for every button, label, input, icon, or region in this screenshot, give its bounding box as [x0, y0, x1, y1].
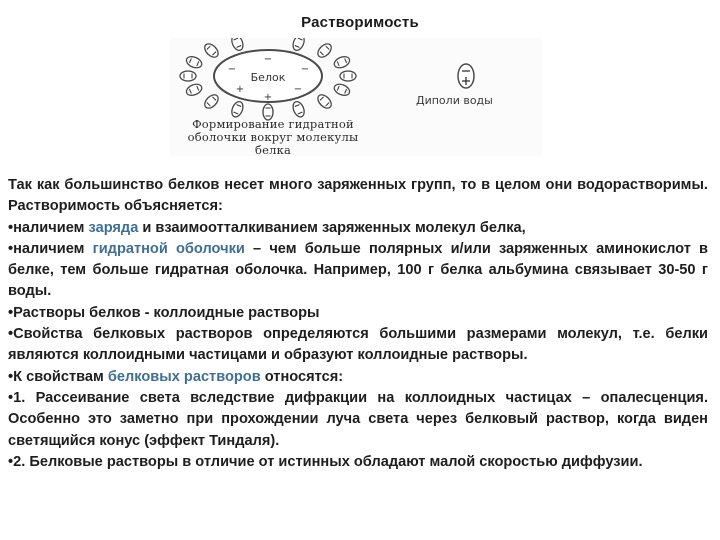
- bullet-solution-lead: •К свойствам: [8, 368, 108, 385]
- bullet-opalescence: •1. Рассеивание света вследствие дифракции на коллоидных частицах – опалесценция. Особенно это заметно при прохождении луча света через белковый раствор, когда виден светящийся конус (эффект Тиндаля).: [8, 389, 708, 449]
- water-dipole: [315, 41, 333, 59]
- water-dipole: [185, 55, 204, 70]
- water-dipole: [340, 71, 356, 81]
- slide-title: Растворимость: [301, 14, 419, 31]
- bullet-charge: [8, 218, 708, 239]
- caption-line-1: Формирование гидратной: [192, 117, 354, 131]
- bullet-charge-rest: и взаимоотталкиванием заряженных молекул белка,: [138, 219, 526, 236]
- water-dipole: [230, 100, 245, 119]
- figure-caption: [178, 118, 368, 157]
- water-dipole: [333, 55, 352, 70]
- legend-label: Диполи воды: [416, 94, 493, 107]
- bullet-charge-lead: •наличием: [8, 219, 89, 236]
- charge-symbol: +: [235, 84, 245, 95]
- water-dipole: [291, 38, 306, 52]
- bullet-diffusion: •2. Белковые растворы в отличие от истинных обладают малой скоростью диффузии.: [8, 453, 643, 470]
- bullet-properties: •Свойства белковых растворов определяются большими размерами молекул, т.е. белки являются коллоидными частицами и образуют коллоидные растворы.: [8, 326, 708, 364]
- bullet-solution-rest: относятся:: [260, 368, 344, 385]
- highlight-hydration-shell: гидратной оболочки: [92, 240, 245, 257]
- charge-symbol: −: [263, 54, 273, 65]
- water-dipole: [230, 38, 245, 52]
- highlight-charge: заряда: [88, 219, 139, 236]
- bullet-hydration-rest: – чем больше полярных и/или заряженных аминокислот в белке, тем больше гидратная оболочка. Например, 100 г белка альбумина связывает 30-50 г воды.: [8, 240, 708, 300]
- caption-line-2: оболочки вокруг молекулы белка: [187, 130, 359, 157]
- highlight-protein-solutions: белковых растворов: [107, 368, 261, 385]
- paragraph-intro: Так как большинство белков несет много заряженных групп, то в целом они водорастворимы. Растворимость объясняется:: [8, 177, 708, 215]
- legend-dipole-icon: [458, 64, 474, 88]
- bullet-solution-properties: [8, 367, 708, 388]
- water-dipole: [291, 100, 306, 119]
- charge-symbol: −: [227, 64, 237, 75]
- bullet-hydration-lead: •наличием: [8, 240, 93, 257]
- water-dipole: [202, 92, 220, 110]
- charge-symbol: −: [300, 64, 310, 75]
- water-dipole: [333, 82, 352, 97]
- water-dipole: [315, 92, 333, 110]
- bullet-hydration-shell: [8, 239, 708, 303]
- charge-symbol: +: [263, 92, 273, 103]
- hydration-shell-figure: [170, 38, 542, 156]
- charge-symbol: −: [293, 84, 303, 95]
- water-dipole: [180, 71, 196, 81]
- water-dipole: [202, 41, 220, 59]
- protein-label: Белок: [250, 71, 286, 84]
- slide-body: [8, 175, 708, 473]
- water-dipole: [185, 82, 204, 97]
- bullet-colloid: •Растворы белков - коллоидные растворы: [8, 304, 320, 321]
